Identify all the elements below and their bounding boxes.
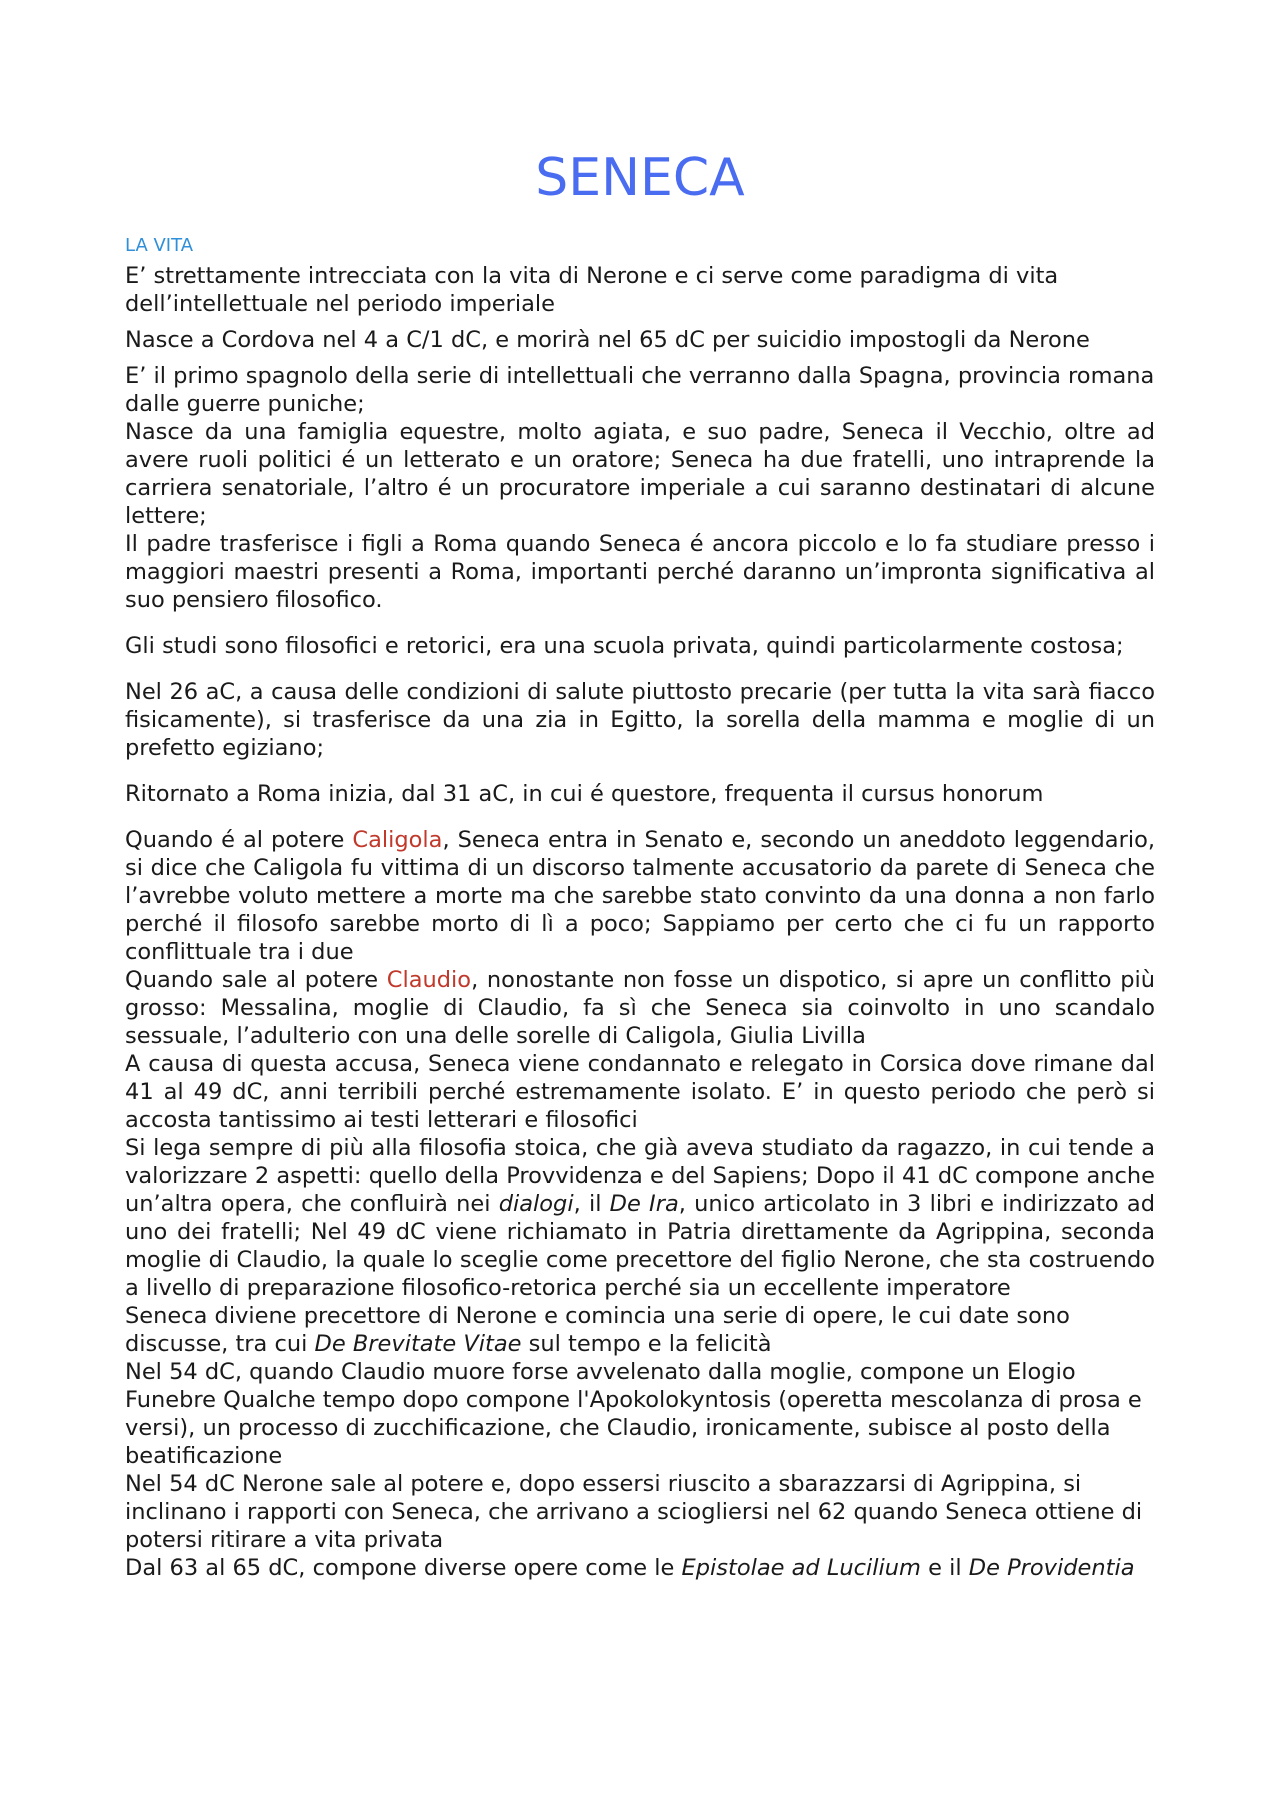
text-run: Dal 63 al 65 dC, compone diverse opere come le <box>125 1555 682 1581</box>
paragraph: Nel 26 aC, a causa delle condizioni di salute piuttosto precarie (per tutta la vita sarà fiacco fisicamente), si trasferisce da una zia in Egitto, la sorella della mamma e moglie di un prefetto egiziano; <box>125 679 1155 761</box>
paragraph: Ritornato a Roma inizia, dal 31 aC, in cui é questore, frequenta il cursus honorum <box>125 781 1044 807</box>
text-run: , unico articolato in 3 libri e indirizzato ad uno dei fratelli; Nel 49 dC viene richiamato in Patria direttamente da Agrippina, seconda moglie di Claudio, la quale lo sceglie come precettore del figlio Nerone, che sta costruendo a livello di preparazione filosofico-retorica perché sia un eccellente imperatore <box>125 1191 1155 1301</box>
work-title: De Brevitate Vitae <box>314 1331 522 1357</box>
page-title: SENECA <box>535 148 745 208</box>
text-run: , Seneca entra in Senato e, secondo un aneddoto leggendario, si dice che Caligola fu vittima di un discorso talmente accusatorio da parete di Seneca che l’avrebbe voluto mettere a morte ma che sarebbe stato convinto da una donna a non farlo perché il filosofo sarebbe morto di lì a poco; Sappiamo per certo che ci fu un rapporto conflittuale tra i due <box>125 827 1156 965</box>
paragraph <box>125 1554 1155 1582</box>
text-run: , il <box>573 1191 610 1217</box>
paragraph: Nel 54 dC, quando Claudio muore forse avvelenato dalla moglie, compone un Elogio Funebre Qualche tempo dopo compone l'Apokolokyntosis (operetta mescolanza di prosa e versi), un processo di zucchificazione, che Claudio, ironicamente, subisce al posto della beatificazione <box>125 1359 1142 1469</box>
paragraph: E’ strettamente intrecciata con la vita di Nerone e ci serve come paradigma di vita dell’intellettuale nel periodo imperiale <box>125 263 1059 317</box>
paragraph <box>125 966 1155 1050</box>
text-run: , nonostante non fosse un dispotico, si apre un conflitto più grosso: Messalina, moglie di Claudio, fa sì che Seneca sia coinvolto in uno scandalo sessuale, l’adulterio con una delle sorelle di Caligola, Giulia Livilla <box>125 967 1155 1049</box>
paragraph: E’ il primo spagnolo della serie di intellettuali che verranno dalla Spagna, provincia romana dalle guerre puniche; <box>125 363 1155 417</box>
paragraph: Gli studi sono filosofici e retorici, era una scuola privata, quindi particolarmente costosa; <box>125 633 1124 659</box>
work-title: Epistolae ad Lucilium <box>681 1555 921 1581</box>
highlight-name: Caligola <box>352 827 443 853</box>
section-heading: LA VITA <box>125 235 194 256</box>
work-title: dialogi <box>498 1191 574 1217</box>
paragraph: Il padre trasferisce i figli a Roma quando Seneca é ancora piccolo e lo fa studiare presso i maggiori maestri presenti a Roma, importanti perché daranno un’impronta significativa al suo pensiero filosofico. <box>125 531 1155 613</box>
text-run: Quando é al potere <box>125 827 353 853</box>
paragraph: Nasce a Cordova nel 4 a C/1 dC, e morirà nel 65 dC per suicidio impostogli da Nerone <box>125 327 1090 353</box>
paragraph: Nel 54 dC Nerone sale al potere e, dopo essersi riuscito a sbarazzarsi di Agrippina, si inclinano i rapporti con Seneca, che arrivano a sciogliersi nel 62 quando Seneca ottiene di potersi ritirare a vita privata <box>125 1471 1143 1553</box>
document-body <box>125 234 1155 1582</box>
work-title: De Providentia <box>968 1555 1135 1581</box>
paragraph <box>125 826 1155 966</box>
text-run: Quando sale al potere <box>125 967 387 993</box>
text-run: e il <box>920 1555 969 1581</box>
text-run: Seneca diviene precettore di Nerone e comincia una serie di opere, le cui date sono discusse, tra cui <box>125 1303 1070 1357</box>
text-run: sul tempo e la felicità <box>521 1331 772 1357</box>
paragraph <box>125 1302 1155 1358</box>
text-run: Si lega sempre di più alla filosofia stoica, che già aveva studiato da ragazzo, in cui tende a valorizzare 2 aspetti: quello della Provvidenza e del Sapiens; Dopo il 41 dC compone anche un’altra opera, che confluirà nei <box>125 1135 1155 1217</box>
paragraph: A causa di questa accusa, Seneca viene condannato e relegato in Corsica dove rimane dal 41 al 49 dC, anni terribili perché estremamente isolato. E’ in questo periodo che però si accosta tantissimo ai testi letterari e filosofici <box>125 1051 1155 1133</box>
work-title: De Ira <box>609 1191 679 1217</box>
paragraph <box>125 1134 1155 1302</box>
highlight-name: Claudio <box>386 967 472 993</box>
paragraph: Nasce da una famiglia equestre, molto agiata, e suo padre, Seneca il Vecchio, oltre ad avere ruoli politici é un letterato e un oratore; Seneca ha due fratelli, uno intraprende la carriera senatoriale, l’altro é un procuratore imperiale a cui saranno destinatari di alcune lettere; <box>125 419 1155 529</box>
